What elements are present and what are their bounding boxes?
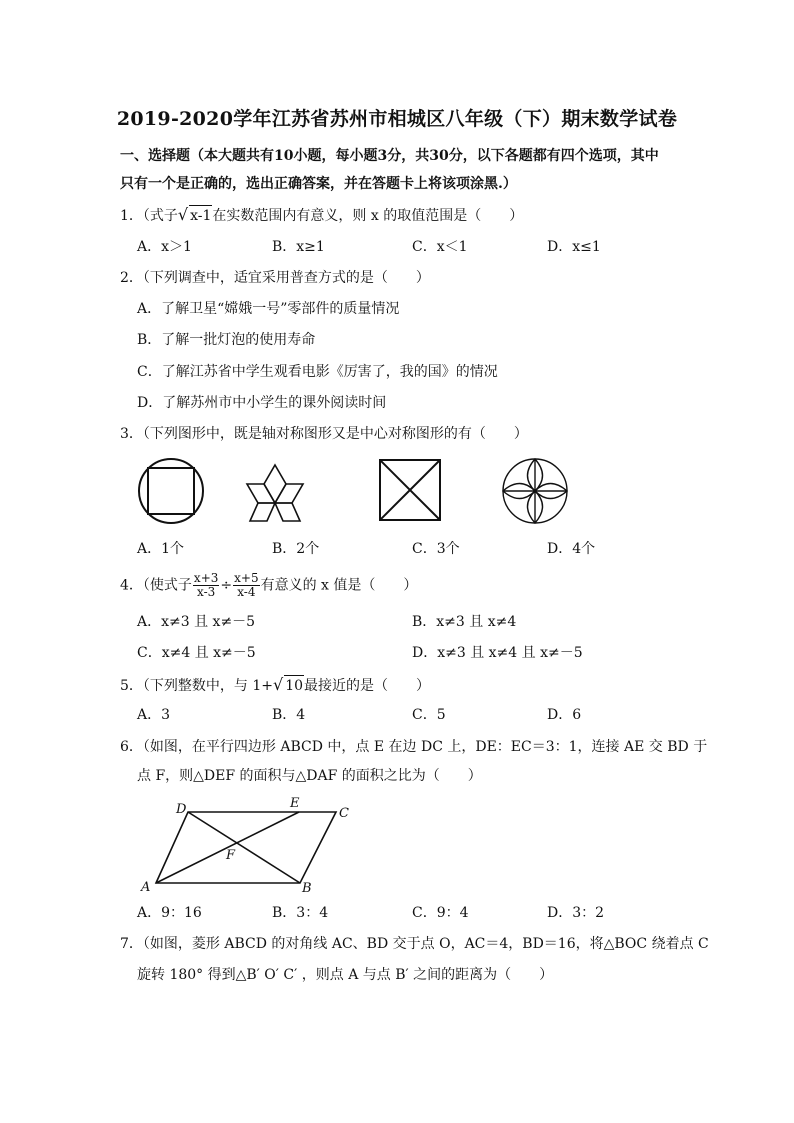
fraction-2	[233, 572, 259, 599]
question-5-radicand: 10	[284, 675, 304, 696]
three-rhombus-figure	[247, 465, 303, 521]
label-d: D	[176, 802, 187, 817]
radical-sign-icon: √	[273, 675, 284, 694]
question-5-option-c: C．5	[412, 707, 446, 723]
question-3-figures	[130, 458, 610, 538]
question-7-line2: 旋转 180° 得到△B′ O′ C′ ，则点 A 与点 B′ 之间的距离为（ ）	[137, 967, 554, 983]
section-header-line2: 只有一个是正确的，选出正确答案，并在答题卡上将该项涂黑.）	[120, 176, 517, 192]
question-7-line1: 7．（如图，菱形 ABCD 的对角线 AC、BD 交于点 O，AC＝4，BD＝16，将△BOC 绕着点 C	[120, 936, 709, 952]
question-2-option-c: C．了解江苏省中学生观看电影《厉害了，我的国》的情况	[137, 364, 498, 380]
question-5-option-d: D．6	[547, 707, 582, 723]
question-2-option-d: D．了解苏州市中小学生的课外阅读时间	[137, 395, 387, 411]
question-1-radicand: x-1	[189, 205, 212, 226]
question-3-option-d: D．4个	[547, 541, 596, 557]
circle-square-figure	[139, 459, 203, 523]
question-5-prefix: 5．（下列整数中，与 1+	[120, 678, 273, 694]
question-6-option-d: D．3：2	[547, 905, 605, 921]
fraction-1-denominator: x-3	[197, 585, 216, 599]
question-6-option-b: B．3：4	[272, 905, 329, 921]
question-3-option-a: A．1个	[137, 541, 185, 557]
label-b: B	[302, 881, 312, 896]
circle-flower-figure	[503, 459, 567, 523]
question-4-stem	[120, 572, 417, 599]
question-4-suffix: 有意义的 x 值是（ ）	[260, 577, 418, 594]
question-6-line1: 6．（如图，在平行四边形 ABCD 中，点 E 在边 DC 上，DE：EC＝3：1，连接 AE 交 BD 于	[120, 739, 708, 755]
radical-sign-icon: √	[177, 205, 189, 224]
question-1-stem	[120, 205, 523, 226]
question-2-option-a: A．了解卫星“嫦娥一号”零部件的质量情况	[137, 301, 400, 317]
fraction-2-denominator: x-4	[237, 585, 256, 599]
label-a: A	[141, 880, 151, 895]
question-3-option-c: C．3个	[412, 541, 460, 557]
question-2-option-b: B．了解一批灯泡的使用寿命	[137, 332, 316, 348]
parallelogram-figure	[135, 795, 365, 900]
question-6-option-c: C．9：4	[412, 905, 469, 921]
question-3-stem: 3．（下列图形中，既是轴对称图形又是中心对称图形的有（ ）	[120, 426, 528, 442]
segment-bd	[188, 812, 300, 883]
label-c: C	[339, 806, 349, 821]
question-1-option-a: A．x＞1	[137, 239, 192, 255]
question-5-option-b: B．4	[272, 707, 306, 723]
question-3-option-b: B．2个	[272, 541, 320, 557]
question-4-prefix: 4．（使式子	[120, 577, 192, 594]
question-5-stem	[120, 675, 430, 696]
question-2-stem: 2．（下列调查中，适宜采用普查方式的是（ ）	[120, 270, 430, 286]
question-1-option-d: D．x≤1	[547, 239, 601, 255]
label-f: F	[226, 848, 236, 863]
question-1-suffix: 在实数范围内有意义，则 x 的取值范围是（ ）	[212, 208, 524, 224]
question-4-option-b: B．x≠3 且 x≠4	[412, 614, 517, 630]
question-5-suffix: 最接近的是（ ）	[304, 678, 431, 694]
question-4-option-a: A．x≠3 且 x≠－5	[137, 614, 256, 630]
question-5-option-a: A．3	[137, 707, 171, 723]
label-e: E	[290, 796, 300, 811]
fraction-2-numerator: x+5	[234, 571, 259, 585]
fraction-1	[193, 572, 219, 599]
question-6-line2: 点 F，则△DEF 的面积与△DAF 的面积之比为（ ）	[137, 768, 482, 784]
question-1-prefix: 1．（式子	[120, 208, 178, 224]
question-4-option-d: D．x≠3 且 x≠4 且 x≠－5	[412, 645, 583, 661]
question-1-option-c: C．x＜1	[412, 239, 468, 255]
division-sign: ÷	[220, 577, 233, 594]
parallelogram-abcd	[156, 812, 336, 883]
question-6-option-a: A．9：16	[137, 905, 202, 921]
square-diagonals-figure	[380, 460, 440, 520]
question-1-option-b: B．x≥1	[272, 239, 325, 255]
page-title: 2019-2020学年江苏省苏州市相城区八年级（下）期末数学试卷	[116, 108, 678, 130]
section-header-line1: 一、选择题（本大题共有10小题，每小题3分，共30分，以下各题都有四个选项，其中	[120, 148, 659, 164]
fraction-1-numerator: x+3	[193, 571, 219, 585]
question-4-option-c: C．x≠4 且 x≠－5	[137, 645, 256, 661]
